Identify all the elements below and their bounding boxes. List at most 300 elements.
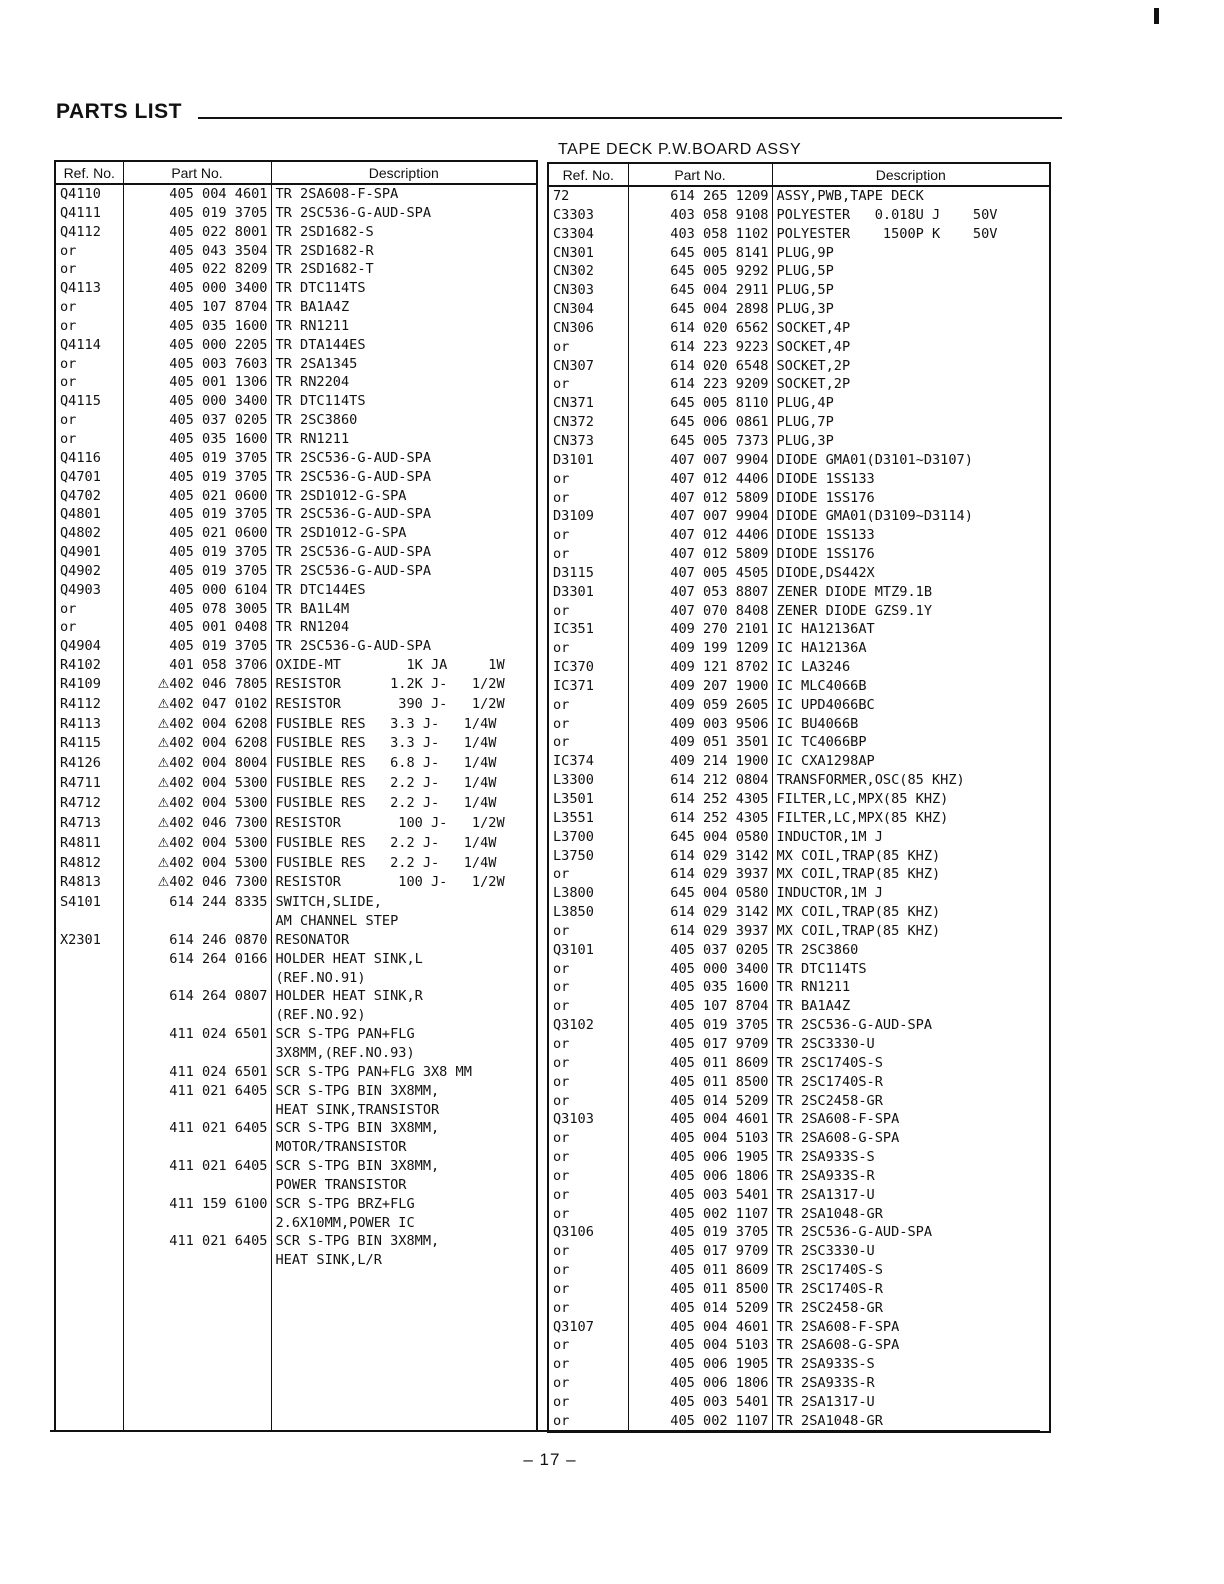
description-cell: TR BA1A4Z bbox=[772, 997, 1050, 1016]
ref-no-cell: Q4702 bbox=[55, 487, 123, 506]
table-row bbox=[548, 1374, 1050, 1393]
description-cell: ASSY,PWB,TAPE DECK bbox=[772, 186, 1050, 206]
ref-no-cell: or bbox=[548, 489, 628, 508]
ref-no-cell: IC351 bbox=[548, 620, 628, 639]
description-cell: TR 2SA608-F-SPA bbox=[772, 1110, 1050, 1129]
part-number: 409 207 1900 bbox=[670, 677, 769, 694]
part-no-cell bbox=[628, 432, 772, 451]
ref-no-cell: or bbox=[548, 922, 628, 941]
part-number: 409 003 9506 bbox=[670, 715, 769, 732]
description-cell: MX COIL,TRAP(85 KHZ) bbox=[772, 865, 1050, 884]
description-cell: TR DTC114TS bbox=[271, 392, 537, 411]
ref-no-cell: L3700 bbox=[548, 828, 628, 847]
part-number: 405 002 1107 bbox=[670, 1205, 769, 1222]
part-no-cell bbox=[123, 1195, 271, 1214]
ref-no-cell: CN372 bbox=[548, 413, 628, 432]
table-row bbox=[548, 206, 1050, 225]
part-number: 405 022 8001 bbox=[169, 223, 268, 240]
part-no-cell bbox=[628, 338, 772, 357]
part-no-cell bbox=[628, 620, 772, 639]
ref-no-cell: R4713 bbox=[55, 814, 123, 834]
part-number: 402 047 0102 bbox=[169, 695, 268, 712]
ref-no-cell: CN303 bbox=[548, 281, 628, 300]
table-row bbox=[548, 583, 1050, 602]
description-cell: 2.6X10MM,POWER IC bbox=[271, 1214, 537, 1233]
table-row bbox=[55, 950, 537, 969]
part-no-cell bbox=[123, 581, 271, 600]
ref-no-cell: CN302 bbox=[548, 262, 628, 281]
table-row bbox=[55, 317, 537, 336]
ref-no-cell: or bbox=[548, 1054, 628, 1073]
part-no-cell bbox=[123, 1232, 271, 1251]
description-cell: TR 2SA1317-U bbox=[772, 1393, 1050, 1412]
description-cell: DIODE 1SS133 bbox=[772, 470, 1050, 489]
table-row bbox=[55, 987, 537, 1006]
table-row bbox=[55, 336, 537, 355]
ref-no-cell: IC371 bbox=[548, 677, 628, 696]
part-number: 405 004 4601 bbox=[169, 186, 268, 202]
part-number: 614 264 0807 bbox=[169, 988, 268, 1005]
table-row bbox=[55, 505, 537, 524]
description-cell: POWER TRANSISTOR bbox=[271, 1176, 537, 1195]
part-no-cell bbox=[628, 1092, 772, 1111]
table-row bbox=[548, 715, 1050, 734]
part-no-cell bbox=[123, 873, 271, 893]
part-no-cell bbox=[123, 969, 271, 988]
ref-no-cell: or bbox=[548, 696, 628, 715]
description-cell: PLUG,7P bbox=[772, 413, 1050, 432]
table-row bbox=[548, 658, 1050, 677]
part-no-cell bbox=[628, 507, 772, 526]
table-row bbox=[548, 771, 1050, 790]
ref-no-cell: S4101 bbox=[55, 893, 123, 912]
empty-cell bbox=[55, 1270, 123, 1431]
part-no-cell bbox=[628, 1242, 772, 1261]
page-number: – 17 – bbox=[523, 1450, 577, 1469]
part-no-cell bbox=[628, 639, 772, 658]
ref-no-cell: or bbox=[548, 978, 628, 997]
part-number: 614 223 9209 bbox=[670, 376, 769, 393]
ref-no-cell: Q4802 bbox=[55, 524, 123, 543]
description-cell: MOTOR/TRANSISTOR bbox=[271, 1138, 537, 1157]
part-number: 405 035 1600 bbox=[169, 430, 268, 447]
part-no-cell bbox=[628, 1016, 772, 1035]
description-cell: IC LA3246 bbox=[772, 658, 1050, 677]
description-cell: SCR S-TPG PAN+FLG bbox=[271, 1025, 537, 1044]
part-no-cell bbox=[123, 1176, 271, 1195]
part-no-cell bbox=[628, 526, 772, 545]
part-no-cell bbox=[628, 319, 772, 338]
ref-no-cell: CN304 bbox=[548, 300, 628, 319]
part-number: 411 021 6405 bbox=[169, 1158, 268, 1175]
table-row bbox=[55, 873, 537, 893]
description-cell: TR BA1A4Z bbox=[271, 298, 537, 317]
part-no-cell bbox=[628, 997, 772, 1016]
description-cell: TR DTA144ES bbox=[271, 336, 537, 355]
table-row bbox=[548, 1412, 1050, 1432]
part-no-cell bbox=[123, 543, 271, 562]
part-no-cell bbox=[628, 1148, 772, 1167]
table-row bbox=[55, 600, 537, 619]
part-no-cell bbox=[123, 1044, 271, 1063]
ref-no-cell: CN307 bbox=[548, 357, 628, 376]
ref-no-cell: R4102 bbox=[55, 656, 123, 675]
description-cell: FUSIBLE RES 2.2 J- 1/4W bbox=[271, 854, 537, 874]
ref-no-cell: or bbox=[548, 1261, 628, 1280]
part-no-cell bbox=[628, 564, 772, 583]
part-no-cell bbox=[628, 186, 772, 206]
description-cell: HEAT SINK,L/R bbox=[271, 1251, 537, 1270]
ref-no-cell: or bbox=[55, 242, 123, 261]
title-rule bbox=[198, 117, 1062, 119]
ref-no-header: Ref. No. bbox=[548, 163, 628, 186]
ref-no-cell bbox=[55, 1232, 123, 1251]
part-number: 402 004 8004 bbox=[169, 755, 268, 772]
part-no-cell bbox=[628, 1073, 772, 1092]
table-row bbox=[55, 618, 537, 637]
description-cell: TR 2SA608-F-SPA bbox=[772, 1318, 1050, 1337]
part-number: 405 019 3705 bbox=[169, 506, 268, 523]
part-number: 645 004 2911 bbox=[670, 282, 769, 299]
part-number: 645 006 0861 bbox=[670, 414, 769, 431]
part-no-cell bbox=[123, 524, 271, 543]
part-number: 405 003 5401 bbox=[670, 1394, 769, 1410]
description-cell: TR RN1211 bbox=[772, 978, 1050, 997]
part-number: 405 107 8704 bbox=[169, 299, 268, 316]
description-cell: TR 2SC536-G-AUD-SPA bbox=[271, 505, 537, 524]
part-no-cell bbox=[123, 1214, 271, 1233]
ref-no-cell: D3101 bbox=[548, 451, 628, 470]
part-no-cell bbox=[123, 854, 271, 874]
description-cell: IC MLC4066B bbox=[772, 677, 1050, 696]
part-no-cell bbox=[628, 489, 772, 508]
ref-no-cell: Q4113 bbox=[55, 279, 123, 298]
part-no-cell bbox=[123, 1101, 271, 1120]
description-cell: TR 2SA1048-GR bbox=[772, 1412, 1050, 1432]
ref-no-cell: L3750 bbox=[548, 847, 628, 866]
ref-no-cell: Q4701 bbox=[55, 468, 123, 487]
ref-no-cell: Q4902 bbox=[55, 562, 123, 581]
part-no-cell bbox=[123, 430, 271, 449]
table-row bbox=[548, 922, 1050, 941]
ref-no-cell: or bbox=[55, 411, 123, 430]
part-number: 409 214 1900 bbox=[670, 753, 769, 770]
ref-no-cell bbox=[55, 950, 123, 969]
table-row bbox=[548, 262, 1050, 281]
table-row bbox=[55, 260, 537, 279]
table-row bbox=[55, 279, 537, 298]
table-row bbox=[548, 847, 1050, 866]
description-cell: TR 2SC3330-U bbox=[772, 1035, 1050, 1054]
table-row bbox=[548, 1073, 1050, 1092]
part-number: 407 005 4505 bbox=[670, 564, 769, 581]
part-number: 405 022 8209 bbox=[169, 261, 268, 278]
part-no-cell bbox=[123, 298, 271, 317]
table-row bbox=[55, 1232, 537, 1251]
part-no-cell bbox=[628, 884, 772, 903]
ref-no-cell: or bbox=[548, 997, 628, 1016]
part-no-cell bbox=[123, 754, 271, 774]
description-cell: TR 2SA1345 bbox=[271, 355, 537, 374]
description-cell: DIODE GMA01(D3109~D3114) bbox=[772, 507, 1050, 526]
right-table-body bbox=[548, 186, 1050, 1432]
table-row bbox=[55, 184, 537, 204]
ref-no-cell bbox=[55, 1214, 123, 1233]
ref-no-cell: CN373 bbox=[548, 432, 628, 451]
part-number: 405 043 3504 bbox=[169, 242, 268, 259]
part-no-cell bbox=[628, 922, 772, 941]
description-cell: DIODE GMA01(D3101~D3107) bbox=[772, 451, 1050, 470]
table-row bbox=[548, 1318, 1050, 1337]
table-row bbox=[55, 1214, 537, 1233]
ref-no-cell bbox=[55, 1138, 123, 1157]
description-cell: RESISTOR 100 J- 1/2W bbox=[271, 814, 537, 834]
ref-no-cell: Q4116 bbox=[55, 449, 123, 468]
part-number: 407 007 9904 bbox=[670, 451, 769, 468]
ref-no-cell: or bbox=[55, 600, 123, 619]
ref-no-cell: Q4904 bbox=[55, 637, 123, 656]
ref-no-cell bbox=[55, 1063, 123, 1082]
description-cell: IC CXA1298AP bbox=[772, 752, 1050, 771]
part-no-cell bbox=[123, 734, 271, 754]
ref-no-cell: IC374 bbox=[548, 752, 628, 771]
table-row bbox=[548, 602, 1050, 621]
table-row bbox=[548, 809, 1050, 828]
ref-no-cell: or bbox=[548, 1035, 628, 1054]
ref-no-cell: Q3106 bbox=[548, 1223, 628, 1242]
part-no-cell bbox=[123, 834, 271, 854]
table-row bbox=[548, 903, 1050, 922]
part-no-cell bbox=[628, 300, 772, 319]
table-row bbox=[548, 1336, 1050, 1355]
part-no-cell bbox=[123, 600, 271, 619]
table-row bbox=[548, 1299, 1050, 1318]
part-number: 405 006 1806 bbox=[670, 1167, 769, 1184]
part-number: 614 244 8335 bbox=[169, 894, 268, 911]
part-no-cell bbox=[628, 1186, 772, 1205]
part-no-cell bbox=[123, 411, 271, 430]
part-number: 405 035 1600 bbox=[670, 979, 769, 996]
part-number: 405 004 5103 bbox=[670, 1337, 769, 1354]
table-row bbox=[55, 794, 537, 814]
part-number: 614 246 0870 bbox=[169, 931, 268, 948]
part-no-header: Part No. bbox=[123, 161, 271, 184]
part-number: 614 020 6562 bbox=[670, 319, 769, 336]
ref-no-cell: L3501 bbox=[548, 790, 628, 809]
table-row bbox=[548, 451, 1050, 470]
description-cell: DIODE 1SS133 bbox=[772, 526, 1050, 545]
description-cell: PLUG,5P bbox=[772, 262, 1050, 281]
table-row bbox=[548, 432, 1050, 451]
description-cell: HOLDER HEAT SINK,R bbox=[271, 987, 537, 1006]
part-number: 614 223 9223 bbox=[670, 338, 769, 355]
table-header-row bbox=[55, 161, 537, 184]
ref-no-cell: or bbox=[548, 1186, 628, 1205]
ref-no-cell bbox=[55, 1251, 123, 1270]
description-cell: TR 2SA1048-GR bbox=[772, 1205, 1050, 1224]
part-no-cell bbox=[628, 1318, 772, 1337]
part-no-cell bbox=[123, 1006, 271, 1025]
table-row bbox=[55, 715, 537, 735]
part-number: 411 021 6405 bbox=[169, 1082, 268, 1099]
table-row bbox=[548, 1355, 1050, 1374]
part-number: 405 011 8609 bbox=[670, 1262, 769, 1279]
description-cell: TR 2SC536-G-AUD-SPA bbox=[772, 1223, 1050, 1242]
part-no-cell bbox=[123, 487, 271, 506]
ref-no-cell: or bbox=[55, 298, 123, 317]
description-cell: IC BU4066B bbox=[772, 715, 1050, 734]
table-row bbox=[548, 186, 1050, 206]
part-number: 645 004 0580 bbox=[670, 828, 769, 845]
description-cell: IC TC4066BP bbox=[772, 733, 1050, 752]
table-row bbox=[548, 1148, 1050, 1167]
part-no-cell bbox=[628, 1393, 772, 1412]
part-number: 403 058 1102 bbox=[670, 225, 769, 242]
part-number: 405 078 3005 bbox=[169, 600, 268, 617]
part-no-cell bbox=[123, 355, 271, 374]
ref-no-cell: L3850 bbox=[548, 903, 628, 922]
part-number: 402 004 5300 bbox=[169, 854, 268, 871]
ref-no-cell: or bbox=[548, 1393, 628, 1412]
ref-no-cell: or bbox=[548, 639, 628, 658]
part-number: 402 046 7300 bbox=[169, 814, 268, 831]
description-cell: 3X8MM,(REF.NO.93) bbox=[271, 1044, 537, 1063]
description-cell: PLUG,3P bbox=[772, 300, 1050, 319]
description-cell: ZENER DIODE MTZ9.1B bbox=[772, 583, 1050, 602]
table-row bbox=[548, 1242, 1050, 1261]
part-number: 405 004 5103 bbox=[670, 1130, 769, 1147]
description-cell: HEAT SINK,TRANSISTOR bbox=[271, 1101, 537, 1120]
part-number: 405 019 3705 bbox=[169, 204, 268, 221]
ref-no-cell: R4115 bbox=[55, 734, 123, 754]
table-row bbox=[548, 620, 1050, 639]
part-no-cell bbox=[628, 1205, 772, 1224]
part-number: 405 021 0600 bbox=[169, 525, 268, 542]
part-number: 402 004 6208 bbox=[169, 715, 268, 732]
ref-no-cell: or bbox=[55, 430, 123, 449]
part-number: 405 000 2205 bbox=[169, 336, 268, 353]
table-row bbox=[55, 1082, 537, 1101]
description-cell: AM CHANNEL STEP bbox=[271, 912, 537, 931]
part-no-cell bbox=[628, 658, 772, 677]
part-no-cell bbox=[123, 675, 271, 695]
part-number: 645 004 0580 bbox=[670, 885, 769, 902]
table-row bbox=[548, 1280, 1050, 1299]
description-cell: TR 2SC536-G-AUD-SPA bbox=[271, 543, 537, 562]
table-row bbox=[55, 931, 537, 950]
description-cell: TR 2SC536-G-AUD-SPA bbox=[271, 562, 537, 581]
ref-no-cell: D3109 bbox=[548, 507, 628, 526]
description-cell: TR 2SC1740S-R bbox=[772, 1280, 1050, 1299]
part-number: 614 020 6548 bbox=[670, 357, 769, 374]
part-number: 407 012 4406 bbox=[670, 527, 769, 544]
part-no-cell bbox=[123, 774, 271, 794]
table-row bbox=[55, 449, 537, 468]
table-row bbox=[548, 752, 1050, 771]
warning-triangle-icon: ⚠ bbox=[157, 736, 170, 752]
table-row bbox=[548, 865, 1050, 884]
description-cell: TR 2SC3860 bbox=[772, 941, 1050, 960]
description-cell: TR RN1211 bbox=[271, 317, 537, 336]
description-cell: IC HA12136A bbox=[772, 639, 1050, 658]
table-row bbox=[548, 884, 1050, 903]
part-no-cell bbox=[123, 373, 271, 392]
warning-triangle-icon: ⚠ bbox=[157, 756, 170, 772]
part-no-cell bbox=[628, 281, 772, 300]
part-no-cell bbox=[123, 1025, 271, 1044]
part-number: 402 046 7300 bbox=[169, 874, 268, 891]
description-cell: TR DTC144ES bbox=[271, 581, 537, 600]
description-cell: SOCKET,4P bbox=[772, 338, 1050, 357]
part-number: 614 029 3142 bbox=[670, 847, 769, 864]
ref-no-cell: Q4111 bbox=[55, 204, 123, 223]
description-cell: TR 2SC1740S-S bbox=[772, 1261, 1050, 1280]
description-cell: TR DTC114TS bbox=[271, 279, 537, 298]
part-number: 405 006 1806 bbox=[670, 1375, 769, 1392]
table-row bbox=[55, 969, 537, 988]
table-row bbox=[548, 677, 1050, 696]
table-row bbox=[548, 733, 1050, 752]
table-row bbox=[548, 507, 1050, 526]
ref-no-cell: or bbox=[55, 373, 123, 392]
table-row bbox=[548, 941, 1050, 960]
table-row bbox=[55, 656, 537, 675]
part-number: 405 011 8500 bbox=[670, 1073, 769, 1090]
table-row bbox=[548, 1186, 1050, 1205]
part-no-cell bbox=[123, 1119, 271, 1138]
table-row bbox=[55, 774, 537, 794]
part-no-cell bbox=[123, 931, 271, 950]
ref-no-cell: C3303 bbox=[548, 206, 628, 225]
description-cell: TR 2SD1682-R bbox=[271, 242, 537, 261]
part-number: 409 121 8702 bbox=[670, 659, 769, 676]
part-number: 405 017 9709 bbox=[670, 1035, 769, 1052]
ref-no-cell: or bbox=[55, 618, 123, 637]
part-no-cell bbox=[628, 941, 772, 960]
part-number: 405 001 0408 bbox=[169, 619, 268, 636]
part-no-cell bbox=[123, 1138, 271, 1157]
table-row bbox=[548, 828, 1050, 847]
ref-no-cell: Q3101 bbox=[548, 941, 628, 960]
ref-no-cell: 72 bbox=[548, 186, 628, 206]
part-no-cell bbox=[123, 260, 271, 279]
description-cell: MX COIL,TRAP(85 KHZ) bbox=[772, 847, 1050, 866]
description-cell: FILTER,LC,MPX(85 KHZ) bbox=[772, 790, 1050, 809]
part-no-header: Part No. bbox=[628, 163, 772, 186]
ref-no-header: Ref. No. bbox=[55, 161, 123, 184]
ref-no-cell: CN306 bbox=[548, 319, 628, 338]
part-no-cell bbox=[123, 912, 271, 931]
table-row bbox=[55, 1157, 537, 1176]
part-number: 614 265 1209 bbox=[670, 188, 769, 204]
description-cell: TR 2SA608-G-SPA bbox=[772, 1129, 1050, 1148]
part-no-cell bbox=[628, 1412, 772, 1432]
ref-no-cell: or bbox=[548, 733, 628, 752]
description-cell: TR 2SC536-G-AUD-SPA bbox=[271, 204, 537, 223]
description-cell: MX COIL,TRAP(85 KHZ) bbox=[772, 903, 1050, 922]
table-row bbox=[548, 1110, 1050, 1129]
description-cell: (REF.NO.92) bbox=[271, 1006, 537, 1025]
part-no-cell bbox=[628, 790, 772, 809]
description-cell: SOCKET,2P bbox=[772, 375, 1050, 394]
table-row bbox=[55, 1195, 537, 1214]
description-cell: MX COIL,TRAP(85 KHZ) bbox=[772, 922, 1050, 941]
part-no-cell bbox=[123, 1251, 271, 1270]
ref-no-cell: D3115 bbox=[548, 564, 628, 583]
part-number: 405 006 1905 bbox=[670, 1356, 769, 1373]
ref-no-cell: Q3107 bbox=[548, 1318, 628, 1337]
part-number: 407 012 4406 bbox=[670, 470, 769, 487]
